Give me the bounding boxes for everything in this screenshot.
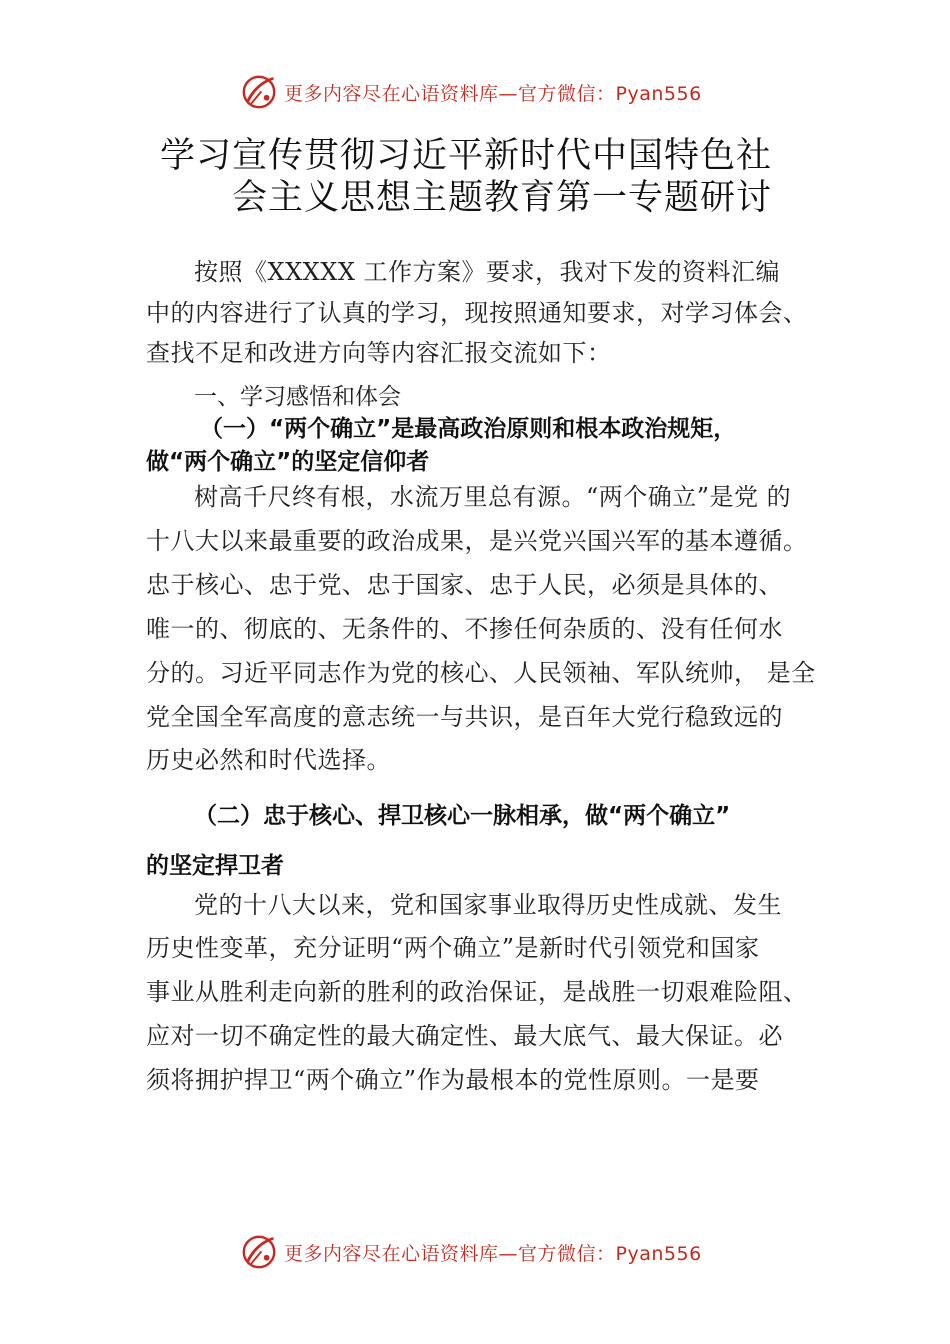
subsection-2-paragraph-line: 须将拥护捍卫“两个确立”作为最根本的党性原则。一是要	[146, 1066, 760, 1094]
document-title-line-1: 学习宣传贯彻习近平新时代中国特色社	[160, 136, 773, 176]
subsection-2-paragraph-line: 党的十八大以来，党和国家事业取得历史性成就、发生	[194, 891, 782, 919]
banner-text: 更多内容尽在心语资料库—官方微信：Pyan556	[284, 1242, 702, 1265]
banner-text: 更多内容尽在心语资料库—官方微信：Pyan556	[284, 82, 702, 105]
subsection-1-paragraph-line: 树高千尺终有根，水流万里总有源。“两个确立”是党 的	[194, 483, 792, 511]
subsection-1-paragraph-line: 分的。习近平同志作为党的核心、人民领袖、军队统帅， 是全	[146, 659, 816, 687]
subsection-1-paragraph-line: 唯一的、彻底的、无条件的、不掺任何杂质的、没有任何水	[146, 615, 783, 643]
subsection-2-heading-line-1: （二）忠于核心、捍卫核心一脉相承，做“两个确立”	[194, 803, 731, 829]
subsection-1-paragraph-line: 十八大以来最重要的政治成果，是兴党兴国兴军的基本遵循。	[146, 527, 808, 555]
subsection-1-paragraph-line: 历史必然和时代选择。	[146, 746, 391, 774]
subsection-2-heading-line-2: 的坚定捍卫者	[146, 853, 284, 879]
subsection-1-paragraph-line: 忠于核心、忠于党、忠于国家、忠于人民，必须是具体的、	[146, 571, 783, 599]
intro-line-2: 中的内容进行了认真的学习，现按照通知要求，对学习体会、	[146, 299, 808, 327]
subsection-1-heading-line-1: （一）“两个确立”是最高政治原则和根本政治规矩，	[200, 416, 737, 442]
section-heading-1: 一、学习感悟和体会	[194, 384, 401, 410]
subsection-2-paragraph-line: 应对一切不确定性的最大确定性、最大底气、最大保证。必	[146, 1022, 783, 1050]
subsection-2-paragraph-line: 事业从胜利走向新的胜利的政治保证，是战胜一切艰难险阻、	[146, 978, 808, 1006]
subsection-2-paragraph-line: 历史性变革，充分证明“两个确立”是新时代引领党和国家	[146, 934, 760, 962]
header-banner	[240, 72, 702, 112]
intro-line-3: 查找不足和改进方向等内容汇报交流如下：	[146, 339, 612, 367]
pen-logo-icon	[240, 73, 278, 111]
subsection-1-paragraph-line: 党全国全军高度的意志统一与共识，是百年大党行稳致远的	[146, 703, 783, 731]
intro-line-1: 按照《XXXXX 工作方案》要求，我对下发的资料汇编	[194, 258, 781, 286]
pen-logo-icon	[240, 1233, 278, 1271]
subsection-1-heading-line-2: 做“两个确立”的坚定信仰者	[146, 449, 430, 475]
document-title-line-2: 会主义思想主题教育第一专题研讨	[232, 178, 773, 218]
footer-banner	[240, 1232, 702, 1272]
